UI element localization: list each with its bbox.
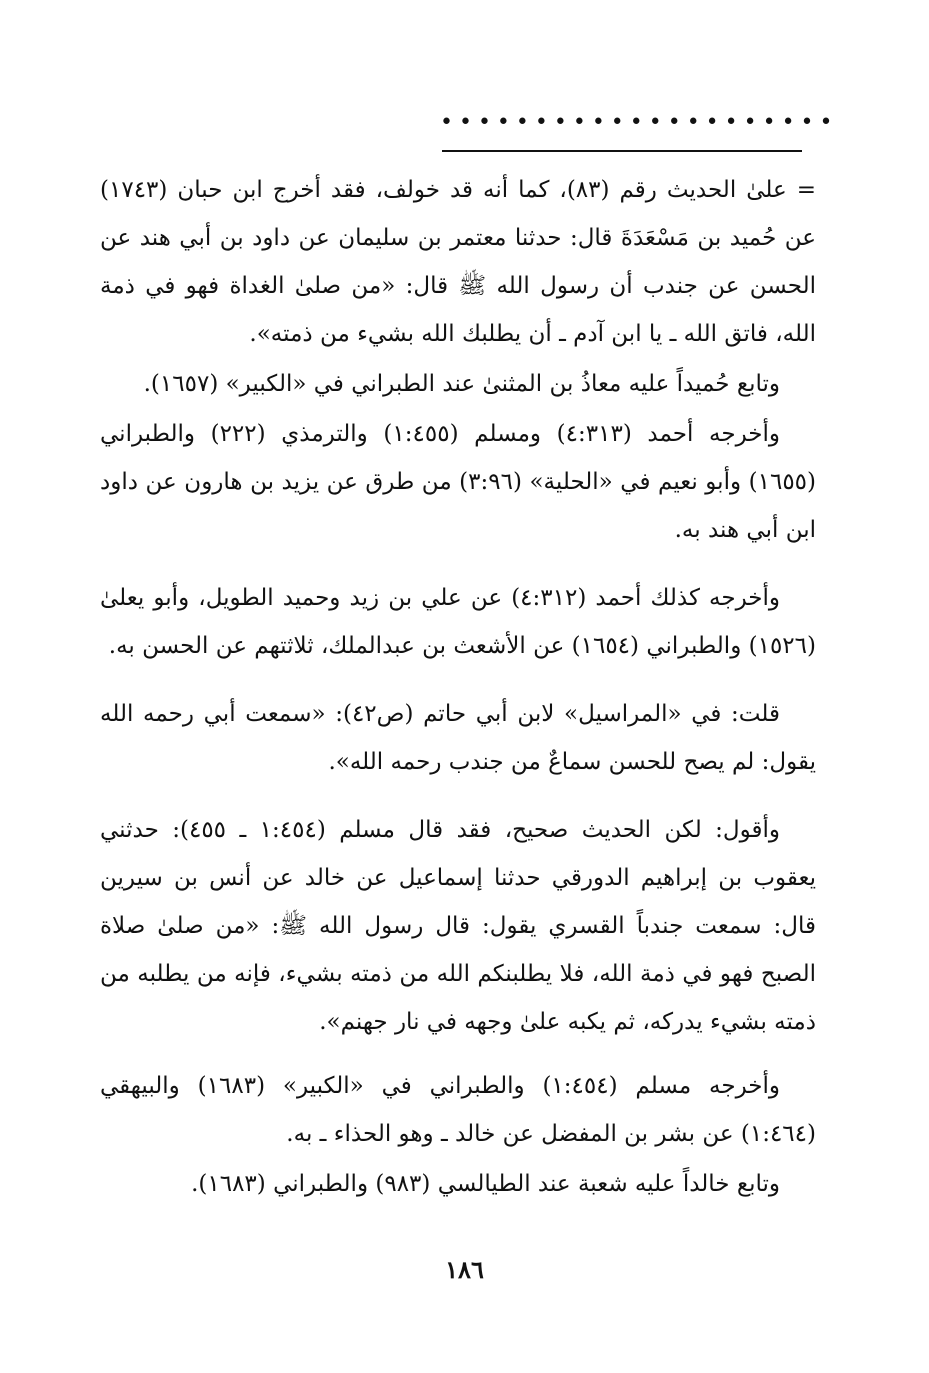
paragraph-qultu-marasil: قلت: في «المراسيل» لابن أبي حاتم (ص٤٢): «سمعت أبي رحمه الله يقول: لم يصح للحسن سماعٌ من جندب رحمه الله».: [100, 701, 816, 775]
paragraph-continuation: = علىٰ الحديث رقم (٨٣)، كما أنه قد خولف، فقد أخرج ابن حبان (١٧٤٣) عن حُميد بن مَسْعَدَةَ قال: حدثنا معتمر بن سليمان عن داود بن أبي هند عن الحسن عن جندب أن رسول الله ﷺ قال: «من صلىٰ الغداة فهو في ذمة الله، فاتق الله ـ يا ابن آدم ـ أن يطلبك الله بشيء من ذمته».: [100, 177, 816, 347]
paragraph-takhrij-muslim-bayhaqi: وأخرجه مسلم (١:٤٥٤) والطبراني في «الكبير» (١٦٨٣) والبيهقي (١:٤٦٤) عن بشر بن المفضل عن خالد ـ وهو الحذاء ـ به.: [100, 1073, 816, 1147]
paragraph-takhrij-ahmad-muslim: وأخرجه أحمد (٤:٣١٣) ومسلم (١:٤٥٥) والترمذي (٢٢٢) والطبراني (١٦٥٥) وأبو نعيم في «الحلية» (٣:٩٦) من طرق عن يزيد بن هارون عن داود ابن أبي هند به.: [100, 421, 817, 543]
header-rule: [442, 150, 802, 152]
paragraph-takhrij-ahmad-abu-yala: وأخرجه كذلك أحمد (٤:٣١٢) عن علي بن زيد وحميد الطويل، وأبو يعلىٰ (١٥٢٦) والطبراني (١٦٥٤) عن الأشعث بن عبدالملك، ثلاثتهم عن الحسن به.: [100, 585, 816, 659]
page-number: ١٨٦: [445, 1255, 484, 1284]
paragraph-mutaba-khalid: وتابع خالداً عليه شعبة عند الطيالسي (٩٨٣) والطبراني (١٦٨٣).: [191, 1171, 780, 1197]
paragraph-aqulu-sahih: وأقول: لكن الحديث صحيح، فقد قال مسلم (١:٤٥٤ ـ ٤٥٥): حدثني يعقوب بن إبراهيم الدورقي حدثنا إسماعيل عن خالد عن أنس بن سيرين قال: سمعت جندباً القسري يقول: قال رسول الله ﷺ: «من صلىٰ صلاة الصبح فهو في ذمة الله، فلا يطلبنكم الله من ذمته بشيء، فإنه من يطلبه من ذمته بشيء يدركه، ثم يكبه علىٰ وجهه في نار جهنم».: [100, 817, 816, 1035]
page-body: [100, 166, 816, 1208]
header-dot-leader: •••••••••••••••••••••: [440, 110, 839, 135]
paragraph-mutaba-humayd: وتابع حُميداً عليه معاذُ بن المثنىٰ عند الطبراني في «الكبير» (١٦٥٧).: [143, 371, 780, 397]
